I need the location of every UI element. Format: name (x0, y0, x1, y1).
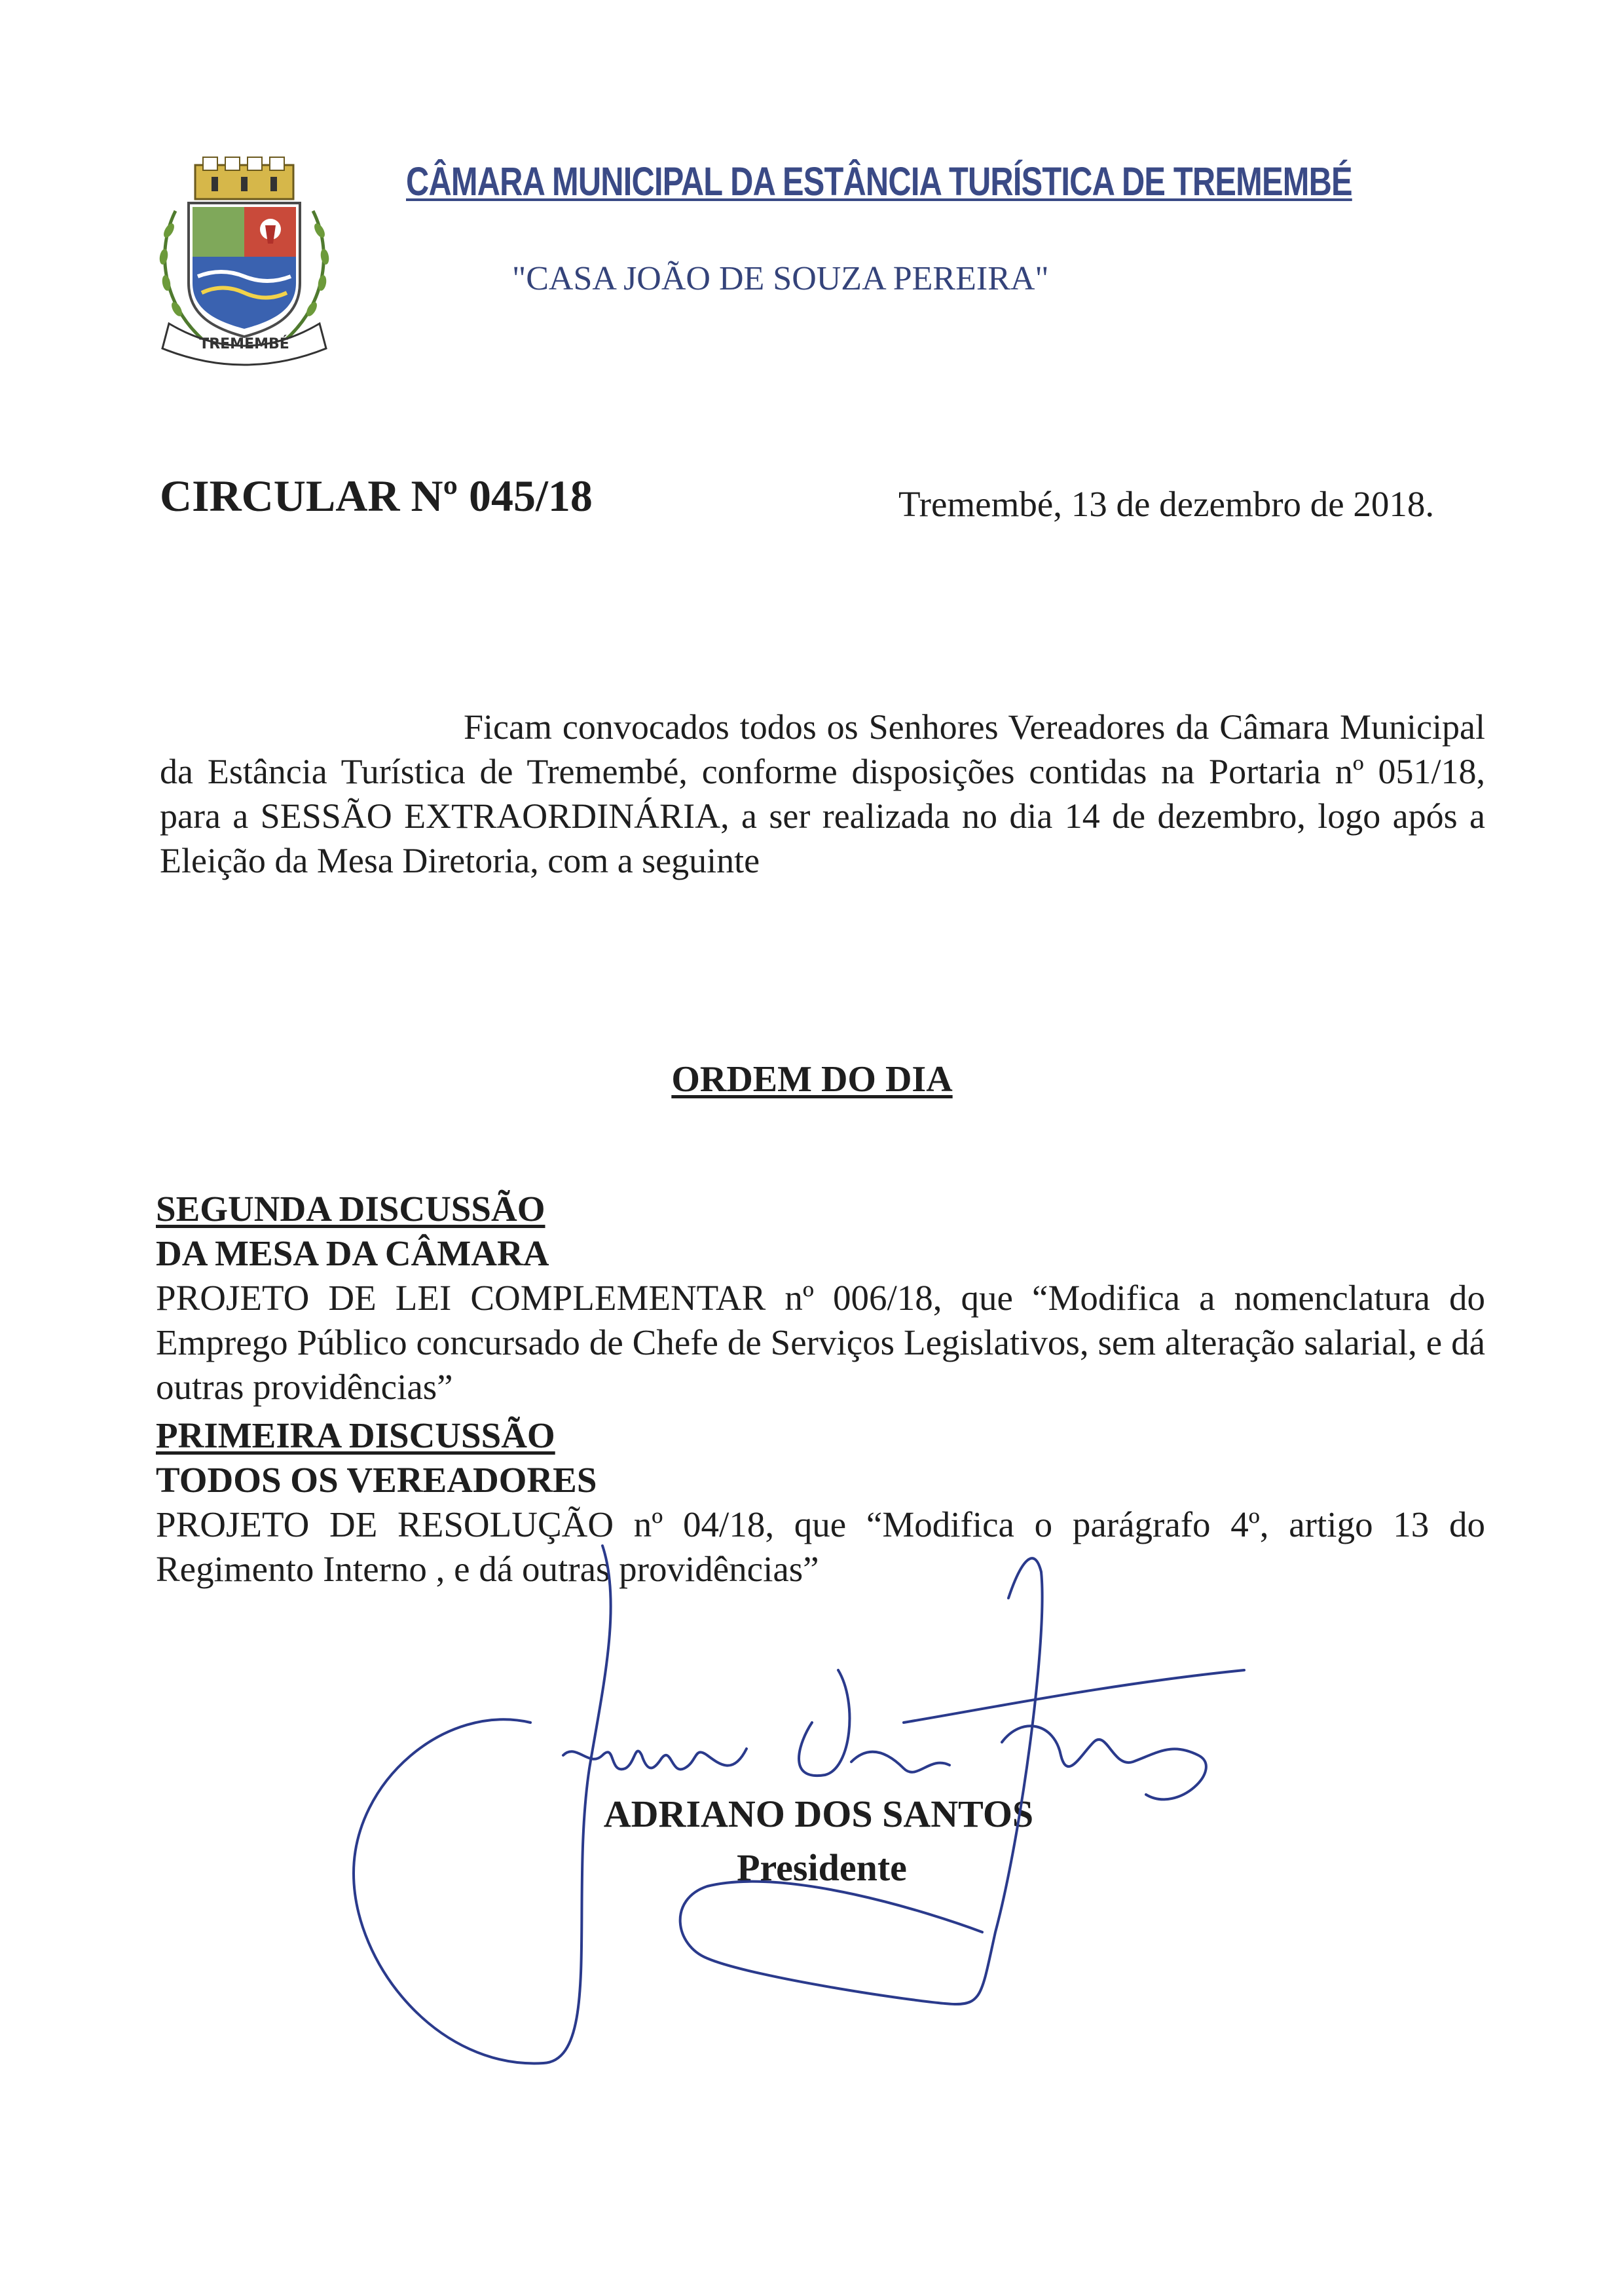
agenda-item-text: PROJETO DE RESOLUÇÃO nº 04/18, que “Modifica o parágrafo 4º, artigo 13 do Regimento Interno , e dá outras providências” (156, 1504, 1485, 1589)
agenda-item-heading: SEGUNDA DISCUSSÃO (156, 1189, 545, 1229)
intro-paragraph: Ficam convocados todos os Senhores Vereadores da Câmara Municipal da Estância Turística de Tremembé, conforme disposições contidas na Portaria nº 051/18, para a SESSÃO EXTRAORDINÁRIA, a ser realizada no dia 14 de dezembro, logo após a Eleição da Mesa Diretoria, com a seguinte (160, 707, 1485, 880)
agenda-item-heading: PRIMEIRA DISCUSSÃO (156, 1415, 555, 1455)
crest-ribbon-text: TREMEMBÉ (199, 336, 289, 352)
signatory-name: ADRIANO DOS SANTOS (603, 1793, 1034, 1835)
agenda-item-author: TODOS OS VEREADORES (156, 1460, 597, 1500)
agenda-item-2 (156, 1413, 1485, 1592)
letter-date: Tremembé, 13 de dezembro de 2018. (898, 484, 1435, 524)
agenda-title: ORDEM DO DIA (671, 1059, 953, 1100)
circular-number: CIRCULAR Nº 045/18 (160, 471, 593, 521)
signatory-role: Presidente (737, 1846, 907, 1889)
agenda-item-1 (156, 1187, 1485, 1409)
coat-of-arms-logo (149, 152, 339, 368)
agenda-item-text: PROJETO DE LEI COMPLEMENTAR nº 006/18, que “Modifica a nomenclatura do Emprego Público concursado de Chefe de Serviços Legislativos, sem alteração salarial, e dá outras providências” (156, 1278, 1485, 1407)
agenda-item-author: DA MESA DA CÂMARA (156, 1233, 549, 1273)
institution-subtitle: "CASA JOÃO DE SOUZA PEREIRA" (512, 260, 1049, 297)
institution-title: CÂMARA MUNICIPAL DA ESTÂNCIA TURÍSTICA DE TREMEMBÉ (406, 159, 1352, 204)
